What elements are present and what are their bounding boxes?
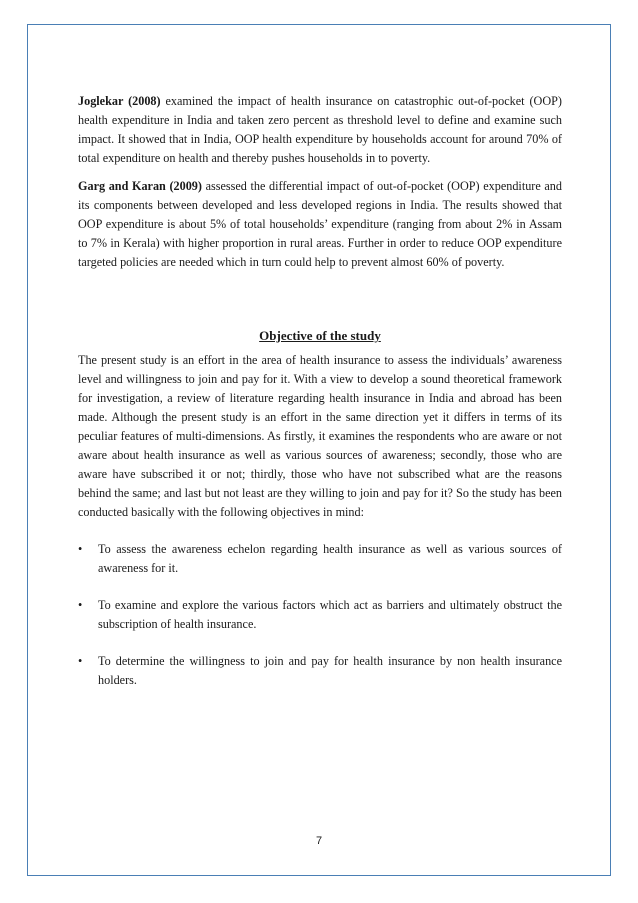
citation-garg-karan: Garg and Karan (2009)	[78, 179, 202, 193]
section-heading: Objective of the study	[259, 328, 381, 343]
list-item	[78, 652, 562, 690]
paragraph-joglekar-text: examined the impact of health insurance on catastrophic out-of-pocket (OOP) health expenditure in India and taken zero percent as threshold level to define and examine such impact. It showed that in India, OOP health expenditure by households account for around 70% of total expenditure on health and thereby pushes households in to poverty.	[78, 94, 562, 165]
objective-text: To examine and explore the various factors which act as barriers and ultimately obstruct the subscription of health insurance.	[98, 598, 562, 631]
citation-joglekar: Joglekar (2008)	[78, 94, 161, 108]
objectives-list	[78, 540, 562, 690]
list-item	[78, 596, 562, 634]
document-body	[78, 92, 562, 690]
objective-paragraph: The present study is an effort in the area of health insurance to assess the individuals’ awareness level and willingness to join and pay for it. With a view to develop a sound theoretical framework for investigation, a review of literature regarding health insurance in India and abroad has been made. Although the present study is an effort in the same direction yet it differs in terms of its peculiar features of multi-dimensions. As firstly, it examines the respondents who are aware or not aware about health insurance as well as various sources of awareness; secondly, those who are aware have subscribed it or not; thirdly, those who have not subscribed what are the reasons behind the same; and last but not least are they willing to join and pay for it? So the study has been conducted basically with the following objectives in mind:	[78, 353, 562, 519]
bullet-icon: •	[78, 542, 83, 556]
paragraph-garg-karan	[78, 177, 562, 272]
bullet-icon: •	[78, 598, 83, 612]
page-number: 7	[315, 835, 323, 847]
list-item	[78, 540, 562, 578]
paragraph-joglekar	[78, 92, 562, 168]
objective-text: To determine the willingness to join and pay for health insurance by non health insurance holders.	[98, 654, 562, 687]
paragraph-garg-karan-text: assessed the differential impact of out-of-pocket (OOP) expenditure and its components between developed and less developed regions in India. The results showed that OOP expenditure is about 5% of total households’ expenditure (ranging from about 2% in Assam to 7% in Kerala) with higher proportion in rural areas. Further in order to reduce OOP expenditure targeted policies are needed which in turn could help to prevent almost 60% of poverty.	[78, 179, 562, 269]
objective-text: To assess the awareness echelon regarding health insurance as well as various sources of awareness for it.	[98, 542, 562, 575]
bullet-icon: •	[78, 654, 83, 668]
